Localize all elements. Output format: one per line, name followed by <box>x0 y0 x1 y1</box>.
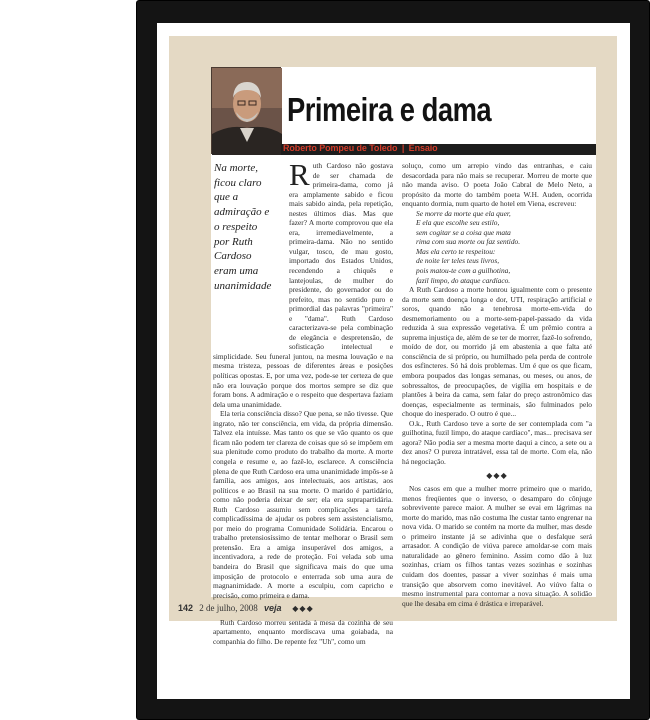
poem-line: pois matou-te com a guilhotina, <box>416 266 511 276</box>
paragraph: soluço, como um arrepio vindo das entranhas, e caiu desacordada para não mais se recuperar. Morreu de morte que não manda aviso. O poeta João Cabral de Melo Neto, a propósito da morte do também poeta W.H. Auden, ocorrida enquanto dormia, num quarto de hotel em Viena, escreveu: <box>402 161 592 209</box>
poem-line: fazil limpo, do ataque cardíaco. <box>416 275 511 285</box>
poem-line: de noite ler teles teus livros, <box>416 256 500 266</box>
paragraph: Ruth Cardoso morreu sentada à mesa da cozinha de seu apartamento, enquanto mordiscava uma goiabada, na companhia do filho. De repente fez "Uh", como um <box>213 617 393 646</box>
byline-separator: | <box>401 143 405 153</box>
paragraph: Nos casos em que a mulher morre primeiro que o marido, menos freqüentes que o inverso, o desamparo do cônjuge sobrevivente parece maior. A mulher se evai em lágrimas na morte do marido, mas não costuma lhe custar tanto engrenar na nova vida. O marido se contém na morte da mulher, mas desde o primeiro instante já se adivinha que o desfalque será arrasador. A condição de viúva parece amoldar-se com mais naturalidade ao gênero feminino. Assim como dão à luz sozinhas, criam os filhos tantas vezes sozinhas e sozinhas cuidam dos doentes, passar a viver sozinhas é mais uma transição que absorvem como inevitável. Ao viúvo falta o mesmo instrumental para contornar a nova situação. A solidão que lhe desaba em cima é drástica e irreparável. <box>402 484 592 608</box>
issue-date: 2 de julho, 2008 <box>199 603 258 613</box>
pullquote-spacer <box>213 161 289 349</box>
byline-author: Roberto Pompeu de Toledo <box>283 143 398 153</box>
poem-line: Se morre da morte que ela quer, <box>416 208 511 218</box>
poem-line: E ela que escolhe seu estilo, <box>416 218 500 228</box>
poem-quote <box>402 209 592 285</box>
page-footer <box>178 603 282 613</box>
paragraph: A Ruth Cardoso a morte honrou igualmente com o presente da morte sem doença longa e dor, UTI, respiração artificial e soros, quando não a tenebrosa morte-em-vida do desmemoriamento ou a morte-sem-papel-passado da vida reduzida à sua expressão vegetativa. É um prêmio contra a suprema injustiça de, além de se ter de morrer, fazê-lo sofrendo, moído de dor, ou morrido já em abastenia a que falta até consciência de si próprio, ou humilhado pela perda de controle dos esfíncteres. Só há dois problemas. Um é que os que ficam, embora poupados das longas semanas, ou meses, ou anos, de sobressaltos, de preocupações, de vigília em hospitais e de plantões à beira da cama, sem falar do preço astronômico das doenças, especialmente as terminais, são fulminados pelo choque do inesperado. O outro é que... <box>402 285 592 419</box>
byline-section: Ensaio <box>408 143 438 153</box>
poem-line: sem cogitar se a coisa que mata <box>416 227 511 237</box>
byline <box>283 143 438 153</box>
section-divider: ◆◆◆ <box>292 604 314 614</box>
text-column-2 <box>402 161 592 608</box>
section-divider: ◆◆◆ <box>486 470 508 480</box>
headline: Primeira e dama <box>287 91 492 128</box>
author-photo <box>211 67 281 154</box>
pull-quote: Na morte, ficou claro que a admiração e o respeito por Ruth Cardoso eram uma unanimidade <box>214 162 272 292</box>
paragraph: Ela teria consciência disso? Que pena, se não tivesse. Que ingrato, não ter consciência, em vida, da própria dimensão. Talvez ela intuísse. Mas tanto os que se vão quanto os que ficam não podem ter clareza de coisas que só se impõem em sua plenitude como produto do trabalho da morte. A morte congela e resume e, ao fazê-lo, esclarece. A consciência plena de que Ruth Cardoso era uma unanimidade impôs-se à família, aos amigos, aos intelectuais, aos artistas, aos políticos e ao Brasil na sua morte. O marido é partidário, como não poderia deixar de ser; ela era suprapartidária. Ruth Cardoso assumiu sem complicações a tarefa complicadíssima de ajudar os pobres sem assistencialismo, por meio do programa Comunidade Solidária. Encarou o trabalho pretensiosíssimo de tentar melhorar o Brasil sem pretensão. Era a amiga insuperável dos amigos, a incentivadora, a rede de proteção. Foi velada sob uma bandeira do Brasil que significava mais do que uma imposição de protocolo e enterrada sob uma aura de magnanimidade. A morte a esculpiu, com capricho e precisão, como primeira e dama. <box>213 409 393 600</box>
poem-line: rima com sua morte ou faz sentido. <box>416 237 521 247</box>
paragraph: Ruth Cardoso não gostava de ser chamada de primeira-dama, como já era amplamente sabido e ficou mais sabido ainda, pela repetição, nestes últimos dias. Mas que fazer? A morte comprovou que ela era, irremediavelmente, a primeira-dama. Não no sentido vulgar, tosco, de mau gosto, importado dos Estados Unidos, recendendo a chiquês e lantejoulas, de mulher do presidente, do governador ou do prefeito, mas no sentido puro e primordial das palavras "primeira" e "dama". Ruth Cardoso caracterizava-se pela combinação de elegância e despretensão, de sofisticação intelectual e simplicidade. Seu funeral juntou, na mesma louvação e na mesma tristeza, pessoas de diferentes áreas e posições políticas opostas. E, por uma vez, pode-se ter certeza de que não era louvação porque dos mortos sempre se diz que foram bons. A admiração e o respeito que despertava faziam dela uma unanimidade. <box>213 157 393 409</box>
drop-cap: R <box>289 157 310 192</box>
poem-line: Mas ela certo te respeitou: <box>416 246 496 256</box>
page-number: 142 <box>178 603 194 613</box>
paragraph: O.k., Ruth Cardoso teve a sorte de ser contemplada com "a guilhotina, fuzil limpo, do ataque cardíaco", mas... precisava ser agora? Não podia ser a mesma morte daqui a cinco, a sete ou a dez anos? O pureza intratável, essa tal de morte. Com ela, não há negociação. <box>402 418 592 466</box>
magazine-name: veja <box>264 603 282 613</box>
